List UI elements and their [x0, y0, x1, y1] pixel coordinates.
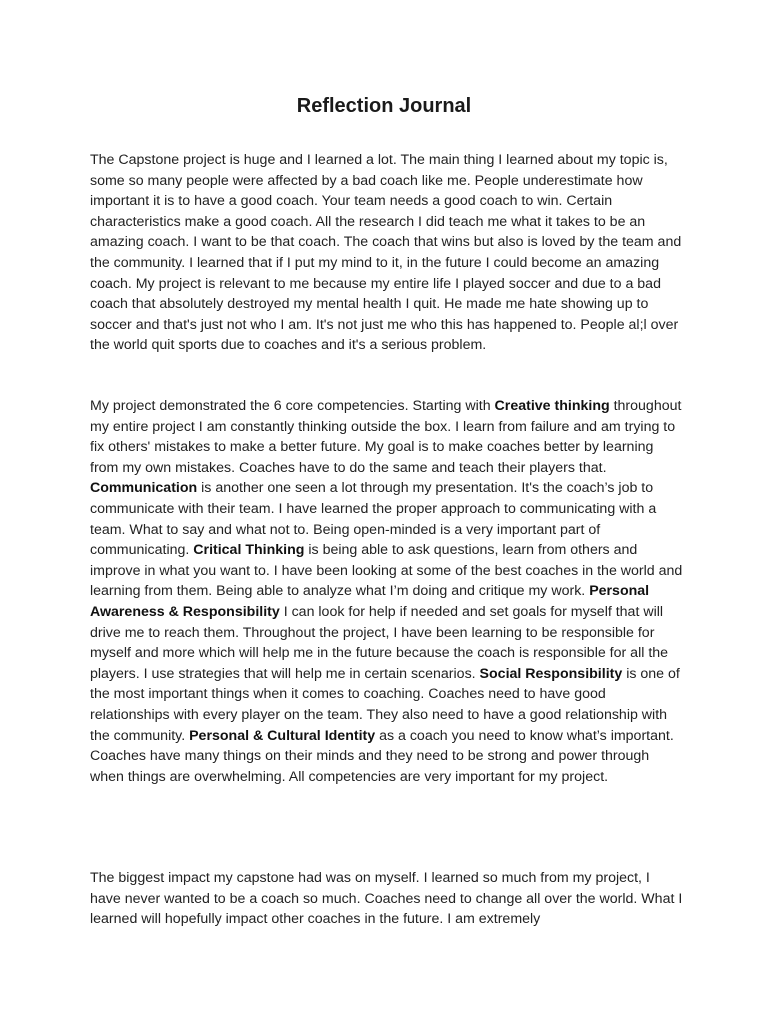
- document-title: Reflection Journal: [296, 95, 472, 117]
- term-critical-thinking: Critical Thinking: [193, 542, 305, 559]
- critical-thinking-text: is being able to ask questions, learn from others and improve in what you want to. I have been looking at some of the best coaches in the world and learning from them. Being able to analyze what I’m doing and critique my work.: [90, 542, 683, 600]
- term-personal-awareness: Personal Awareness & Responsibility: [90, 583, 650, 620]
- personal-cultural-identity-text: as a coach you need to know what’s important. Coaches have many things on their minds and they need to be strong and power through when things are overwhelming. All competencies are very important for my project.: [90, 727, 674, 785]
- social-responsibility-text: is one of the most important things when it comes to coaching. Coaches need to have good relationships with every player on the team. They also need to have a good relationship with the community.: [90, 665, 680, 744]
- creative-thinking-text: throughout my entire project I am constantly thinking outside the box. I learn from failure and am trying to fix others' mistakes to make a better future. My goal is to make coaches better by learning from my own mistakes. Coaches have to do the same and teach their players that.: [90, 398, 682, 476]
- competencies-intro-text: My project demonstrated the 6 core competencies. Starting with: [90, 398, 495, 414]
- personal-awareness-text: I can look for help if needed and set goals for myself that will drive me to reach them. Throughout the project, I have been learning to be responsible for myself and more which will help me in the future because the coach is responsible for all the players. I use strategies that will help me in certain scenarios.: [90, 603, 669, 682]
- paragraph-core-competencies: [90, 396, 684, 787]
- term-social-responsibility: Social Responsibility: [479, 665, 623, 682]
- term-creative-thinking: Creative thinking: [494, 398, 610, 414]
- term-personal-cultural-identity: Personal & Cultural Identity: [189, 727, 376, 744]
- paragraph-biggest-impact: The biggest impact my capstone had was on myself. I learned so much from my project, I have never wanted to be a coach so much. Coaches need to change all over the world. What I learned will hopefully impact other coaches in the future. I am extremely: [90, 870, 683, 928]
- term-communication: Communication: [90, 480, 198, 497]
- paragraph-capstone-learning: The Capstone project is huge and I learned a lot. The main thing I learned about my topic is, some so many people were affected by a bad coach like me. People underestimate how important it is to have a good coach. Your team needs a good coach to win. Certain characteristics make a good coach. All the research I did teach me what it takes to be an amazing coach. I want to be that coach. The coach that wins but also is loved by the team and the community. I learned that if I put my mind to it, in the future I could become an amazing coach. My project is relevant to me because my entire life I played soccer and due to a bad coach that absolutely destroyed my mental health I quit. He made me hate showing up to soccer and that's just not who I am. It's not just me who this has happened to. People al;l over the world quit sports due to coaches and it's a serious problem.: [90, 152, 682, 354]
- communication-text: is another one seen a lot through my presentation. It's the coach’s job to communicate with their team. I have learned the proper approach to communicating with a team. What to say and what not to. Being open-minded is a very important part of communicating.: [90, 480, 657, 559]
